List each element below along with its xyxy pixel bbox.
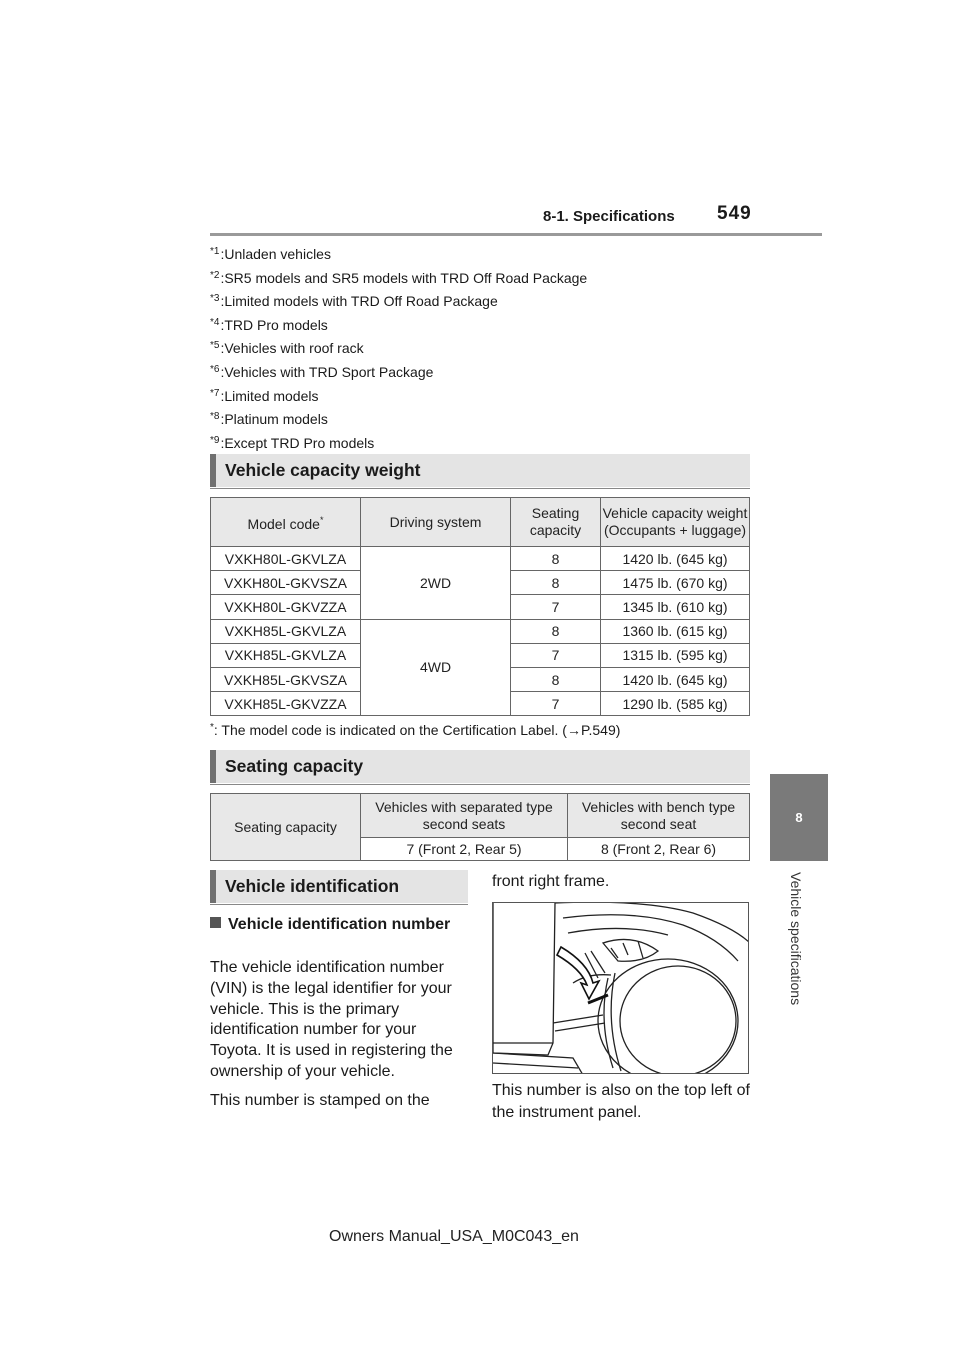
col-header-driving-system: Driving system	[361, 498, 511, 547]
cell-weight: 1360 lb. (615 kg)	[601, 619, 750, 643]
section-heading-capacity-weight: Vehicle capacity weight	[210, 454, 750, 487]
col-header-bench-seat: Vehicles with bench type second seat	[568, 794, 750, 838]
running-header-section: 8-1. Specifications	[543, 208, 675, 225]
square-bullet-icon	[210, 917, 221, 928]
section-heading-seating-capacity: Seating capacity	[210, 750, 750, 783]
section-rule	[210, 784, 750, 785]
section-rule	[210, 904, 468, 905]
footnote: $^{*1}$:Unladen vehicles	[210, 246, 331, 262]
cell-seats: 7	[511, 692, 601, 716]
cell-weight: 1345 lb. (610 kg)	[601, 595, 750, 619]
footnote-list	[210, 240, 750, 452]
paragraph-after-figure: This number is also on the top left of the instrument panel.	[492, 1082, 750, 1121]
page-reference-link[interactable]: P.549)	[580, 722, 621, 738]
footnote: $^{*3}$:Limited models with TRD Off Road Package	[210, 293, 498, 310]
cell-seats: 7	[511, 595, 601, 619]
cell-model: VXKH80L-GKVSZA	[211, 571, 361, 595]
cell-model: VXKH85L-GKVLZA	[211, 643, 361, 667]
footnote: $^{*2}$:SR5 models and SR5 models with TRD Off Road Package	[210, 269, 588, 286]
seating-capacity-table	[210, 793, 750, 861]
col-header-separated-seats: Vehicles with separated type second seats	[361, 794, 568, 838]
chapter-number: 8	[795, 810, 803, 825]
footnote: $^{*9}$:Except TRD Pro models	[210, 434, 375, 451]
cell-weight: 1315 lb. (595 kg)	[601, 643, 750, 667]
section-heading-vehicle-identification: Vehicle identification	[210, 870, 468, 903]
cell-model: VXKH85L-GKVSZA	[211, 667, 361, 691]
footer-manual-id: Owners Manual_USA_M0C043_en	[329, 1228, 579, 1245]
table-row	[211, 547, 750, 571]
cell-model: VXKH85L-GKVLZA	[211, 619, 361, 643]
paragraph: The vehicle identification number (VIN) is the legal identifier for your vehicle. This is the primary identification number for your Toyota. It is used in registering the ownership of your vehicle.	[210, 959, 453, 1080]
row-header-seating-capacity: Seating capacity	[211, 794, 361, 861]
cell-model: VXKH80L-GKVZZA	[211, 595, 361, 619]
chapter-tab[interactable]	[770, 774, 828, 861]
footnote: $^{*7}$:Limited models	[210, 387, 319, 404]
cell-seats: 8	[511, 667, 601, 691]
table-row	[211, 619, 750, 643]
section-rule	[210, 488, 750, 489]
paragraph: This number is stamped on the	[210, 1091, 430, 1109]
table-header-row	[211, 498, 750, 547]
col-header-model-code: Model code*	[211, 498, 361, 547]
chapter-label	[786, 872, 808, 1032]
cell-weight: 1420 lb. (645 kg)	[601, 547, 750, 571]
footnote: $^{*8}$:Platinum models	[210, 411, 328, 428]
col-header-capacity-weight: Vehicle capacity weight (Occupants + luggage)	[601, 498, 750, 547]
cell-model: VXKH85L-GKVZZA	[211, 692, 361, 716]
cell-weight: 1475 lb. (670 kg)	[601, 571, 750, 595]
cell-weight: 1290 lb. (585 kg)	[601, 692, 750, 716]
table-footnote: *: The model code is indicated on the Certification Label. (→P.549)	[210, 722, 621, 738]
footnote: $^{*5}$:Vehicles with roof rack	[210, 340, 364, 357]
cell-seats: 8	[511, 619, 601, 643]
paragraph-continued: front right frame.	[492, 873, 610, 890]
vin-location-illustration	[492, 902, 749, 1074]
header-rule	[210, 233, 822, 236]
page-number: 549	[717, 203, 752, 224]
vehicle-frame-drawing	[493, 903, 749, 1074]
vin-description	[210, 958, 472, 1120]
cell-seats: 8	[511, 547, 601, 571]
cell-driving-system: 2WD	[361, 547, 511, 620]
subheading-vin: Vehicle identification number	[210, 915, 472, 935]
cell-seats: 7	[511, 643, 601, 667]
footnote: $^{*4}$:TRD Pro models	[210, 316, 328, 333]
cell-seats: 8	[511, 571, 601, 595]
chapter-title: Vehicle specifications	[788, 872, 804, 1006]
cell-bench-seat: 8 (Front 2, Rear 6)	[568, 838, 750, 861]
arrow-right-icon: →	[566, 722, 581, 738]
cell-weight: 1420 lb. (645 kg)	[601, 667, 750, 691]
cell-model: VXKH80L-GKVLZA	[211, 547, 361, 571]
footnote: $^{*6}$:Vehicles with TRD Sport Package	[210, 363, 434, 380]
capacity-weight-table	[210, 497, 750, 716]
cell-driving-system: 4WD	[361, 619, 511, 716]
col-header-seating-capacity: Seating capacity	[511, 498, 601, 547]
table-row	[211, 794, 750, 838]
cell-separated-seats: 7 (Front 2, Rear 5)	[361, 838, 568, 861]
